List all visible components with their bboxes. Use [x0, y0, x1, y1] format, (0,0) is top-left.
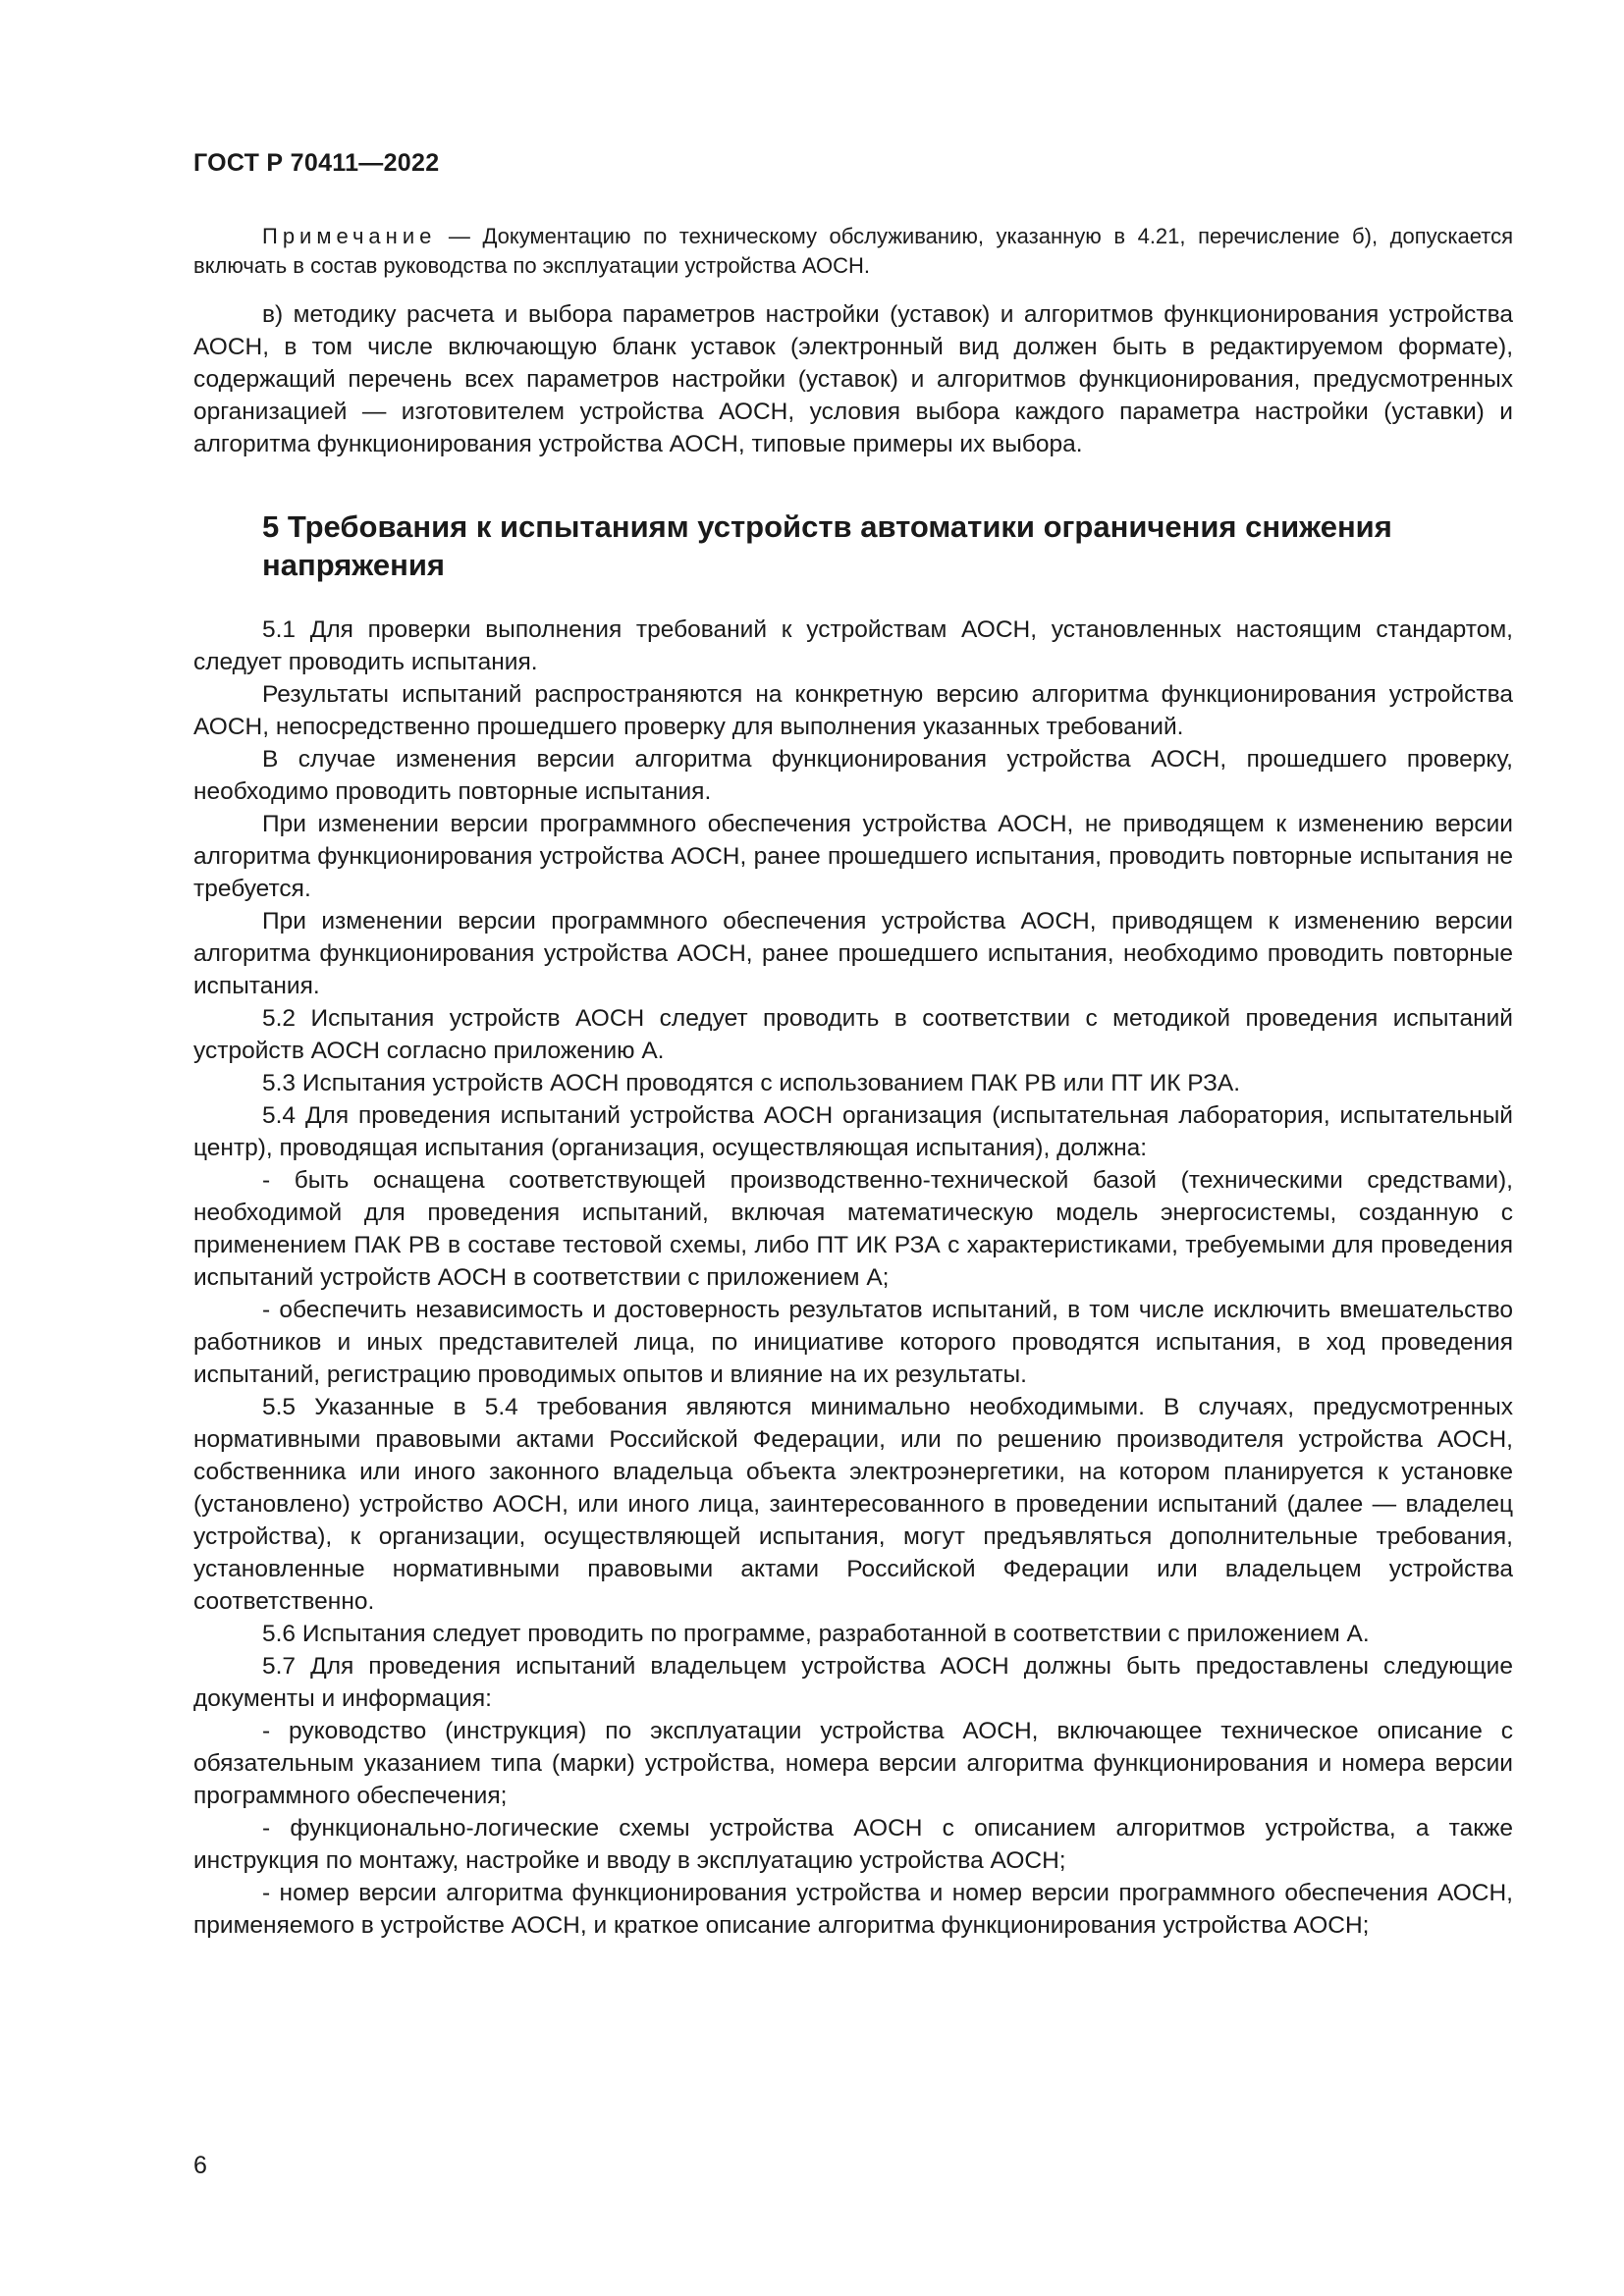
list-item: - обеспечить независимость и достоверность результатов испытаний, в том числе исключить вмешательство работников и иных представителей лица, по инициативе которого проводятся испытания, в ход проведения испытаний, регистрацию проводимых опытов и влияние на их результаты. — [193, 1297, 1513, 1388]
paragraph: 5.4 Для проведения испытаний устройства АОСН организация (испытательная лаборатория, испытательный центр), проводящая испытания (организация, осуществляющая испытания), должна: — [193, 1102, 1513, 1161]
paragraph: При изменении версии программного обеспечения устройства АОСН, приводящем к изменению версии алгоритма функционирования устройства АОСН, ранее прошедшего испытания, необходимо проводить повторные испытания. — [193, 908, 1513, 999]
list-item: - быть оснащена соответствующей производственно-технической базой (техническими средствами), необходимой для проведения испытаний, включая математическую модель энергосистемы, созданную с применением ПАК РВ в составе тестовой схемы, либо ПТ ИК РЗА с характеристиками, требуемыми для проведения испытаний устройств АОСН в соответствии с приложением А; — [193, 1167, 1513, 1291]
paragraph: 5.7 Для проведения испытаний владельцем устройства АОСН должны быть предоставлены следующие документы и информация: — [193, 1653, 1513, 1712]
paragraph: 5.2 Испытания устройств АОСН следует проводить в соответствии с методикой проведения испытаний устройств АОСН согласно приложению А. — [193, 1005, 1513, 1064]
document-header: ГОСТ Р 70411—2022 — [193, 149, 440, 177]
note-label: Примечание — [262, 224, 437, 248]
paragraph: 5.3 Испытания устройств АОСН проводятся с использованием ПАК РВ или ПТ ИК РЗА. — [262, 1070, 1241, 1096]
page-content — [193, 222, 1513, 1942]
list-item: - номер версии алгоритма функционирования устройства и номер версии программного обеспечения АОСН, применяемого в устройстве АОСН, и краткое описание алгоритма функционирования устройства АОСН; — [193, 1880, 1513, 1939]
paragraph: В случае изменения версии алгоритма функционирования устройства АОСН, прошедшего проверку, необходимо проводить повторные испытания. — [193, 746, 1513, 805]
page-number: 6 — [193, 2152, 207, 2179]
list-item: - руководство (инструкция) по эксплуатации устройства АОСН, включающее техническое описание с обязательным указанием типа (марки) устройства, номера версии алгоритма функционирования и номера версии программного обеспечения; — [193, 1718, 1513, 1809]
note-text: — Документацию по техническому обслуживанию, указанную в 4.21, перечисление б), допускается включать в состав руководства по эксплуатации устройства АОСН. — [193, 224, 1513, 278]
paragraph: 5.6 Испытания следует проводить по программе, разработанной в соответствии с приложением А. — [262, 1621, 1370, 1647]
section-title: 5 Требования к испытаниям устройств автоматики ограничения снижения напряжения — [262, 509, 1392, 582]
note-paragraph — [193, 222, 1513, 281]
paragraph: Результаты испытаний распространяются на конкретную версию алгоритма функционирования устройства АОСН, непосредственно прошедшего проверку для выполнения указанных требований. — [193, 681, 1513, 740]
list-item: - функционально-логические схемы устройства АОСН с описанием алгоритмов устройства, а также инструкция по монтажу, настройке и вводу в эксплуатацию устройства АОСН; — [193, 1815, 1513, 1874]
paragraph: 5.1 Для проверки выполнения требований к устройствам АОСН, установленных настоящим стандартом, следует проводить испытания. — [193, 616, 1513, 675]
paragraph-method: в) методику расчета и выбора параметров настройки (уставок) и алгоритмов функционирования устройства АОСН, в том числе включающую бланк уставок (электронный вид должен быть в редактируемом формате), содержащий перечень всех параметров настройки (уставок) и алгоритмов функционирования, предусмотренных организацией — изготовителем устройства АОСН, условия выбора каждого параметра настройки (уставки) и алгоритма функционирования устройства АОСН, типовые примеры их выбора. — [193, 301, 1513, 457]
paragraph: При изменении версии программного обеспечения устройства АОСН, не приводящем к изменению версии алгоритма функционирования устройства АОСН, ранее прошедшего испытания, проводить повторные испытания не требуется. — [193, 811, 1513, 902]
paragraph: 5.5 Указанные в 5.4 требования являются минимально необходимыми. В случаях, предусмотренных нормативными правовыми актами Российской Федерации, или по решению производителя устройства АОСН, собственника или иного законного владельца объекта электроэнергетики, на котором планируется к установке (установлено) устройство АОСН, или иного лица, заинтересованного в проведении испытаний (далее — владелец устройства), к организации, осуществляющей испытания, могут предъявляться дополнительные требования, установленные нормативными правовыми актами Российской Федерации или владельцем устройства соответственно. — [193, 1394, 1513, 1615]
